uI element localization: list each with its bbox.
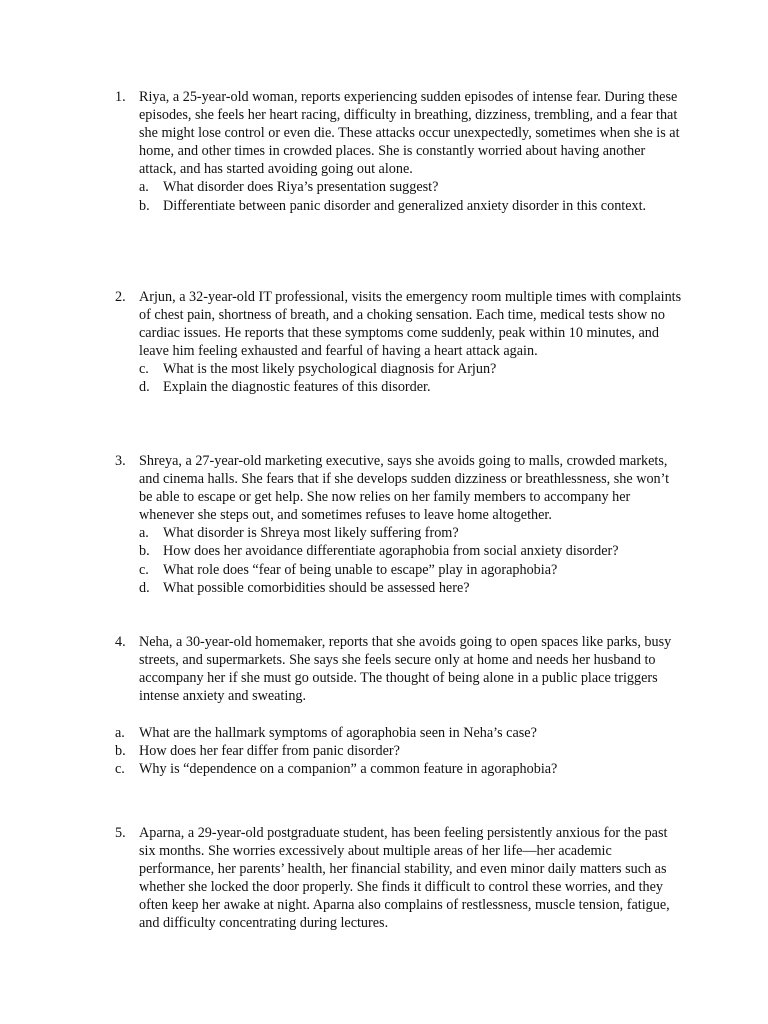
question-text: Shreya, a 27-year-old marketing executive, says she avoids going to malls, crowded markets, and cinema halls. She fears that if she develops sudden dizziness or breathlessness, she won’t be able to escape or get help. She now relies on her family members to accompany her whenever she steps out, and sometimes refuses to leave home altogether. [139,453,670,524]
sub-question-list [115,524,685,596]
sub-question-letter: c. [139,561,149,578]
sub-question-letter: c. [115,761,125,778]
sub-question [139,542,685,560]
sub-question-list [115,724,685,778]
sub-question-letter: c. [139,361,149,378]
sub-question [115,724,685,742]
question-number: 2. [115,289,126,305]
question-number: 5. [115,825,126,841]
sub-question [139,579,685,597]
question-text: Neha, a 30-year-old homemaker, reports that she avoids going to open spaces like parks, busy streets, and supermarkets. She says she feels secure only at home and needs her husband to accompany her if she must go outside. The thought of being alone in a public place triggers intense anxiety and sweating. [139,634,672,705]
sub-question-text: Explain the diagnostic features of this disorder. [163,379,431,396]
sub-question-text: How does her fear differ from panic disorder? [139,743,400,760]
question-text: Riya, a 25-year-old woman, reports experiencing sudden episodes of intense fear. During these episodes, she feels her heart racing, difficulty in breathing, dizziness, trembling, and a fear that she might lose control or even die. These attacks occur unexpectedly, sometimes when she is at home, and other times in crowded places. She is constantly worried about having another attack, and has started avoiding going out alone. [139,89,680,178]
question-text: Aparna, a 29-year-old postgraduate student, has been feeling persistently anxious for the past six months. She worries excessively about multiple areas of her life—her academic performance, her parents’ health, her financial stability, and even minor daily matters such as whether she locked the door properly. She finds it difficult to control these worries, and they often keep her awake at night. Aparna also complains of restlessness, muscle tension, fatigue, and difficulty concentrating during lectures. [139,825,670,932]
sub-question-letter: a. [139,525,149,542]
sub-question [115,760,685,778]
question-text: Arjun, a 32-year-old IT professional, visits the emergency room multiple times with complaints of chest pain, shortness of breath, and a choking sensation. Each time, medical tests show no cardiac issues. He reports that these symptoms come suddenly, peak within 10 minutes, and leave him feeling exhausted and fearful of having a heart attack again. [139,289,682,360]
sub-question [139,178,685,196]
sub-question-text: What are the hallmark symptoms of agoraphobia seen in Neha’s case? [139,725,537,741]
sub-question-text: How does her avoidance differentiate agoraphobia from social anxiety disorder? [163,543,619,560]
sub-question [139,197,685,215]
sub-question [139,524,685,542]
sub-question-text: What disorder does Riya’s presentation suggest? [163,179,439,196]
sub-question-text: What is the most likely psychological diagnosis for Arjun? [163,361,497,378]
sub-question-letter: b. [115,743,126,760]
sub-question-text: What disorder is Shreya most likely suffering from? [163,525,459,542]
sub-question [139,561,685,579]
question-number: 1. [115,89,126,105]
question-5 [115,824,685,933]
sub-question-letter: b. [139,543,150,560]
sub-question-text: What possible comorbidities should be assessed here? [163,579,470,596]
sub-question [139,360,685,378]
sub-question-letter: d. [139,579,150,596]
sub-question-text: Differentiate between panic disorder and generalized anxiety disorder in this context. [163,197,647,214]
question-number: 4. [115,634,126,650]
sub-question-text: Why is “dependence on a companion” a common feature in agoraphobia? [139,761,558,778]
sub-question [115,742,685,760]
sub-question-letter: a. [115,725,125,741]
sub-question [139,378,685,396]
question-4 [115,633,685,705]
sub-question-letter: d. [139,379,150,396]
sub-question-list [115,360,685,396]
sub-question-letter: b. [139,197,150,214]
question-1 [115,88,685,215]
sub-question-letter: a. [139,179,149,196]
sub-question-list [115,178,685,214]
question-number: 3. [115,453,126,469]
question-2 [115,288,685,397]
question-3 [115,452,685,597]
sub-question-text: What role does “fear of being unable to escape” play in agoraphobia? [163,561,558,578]
